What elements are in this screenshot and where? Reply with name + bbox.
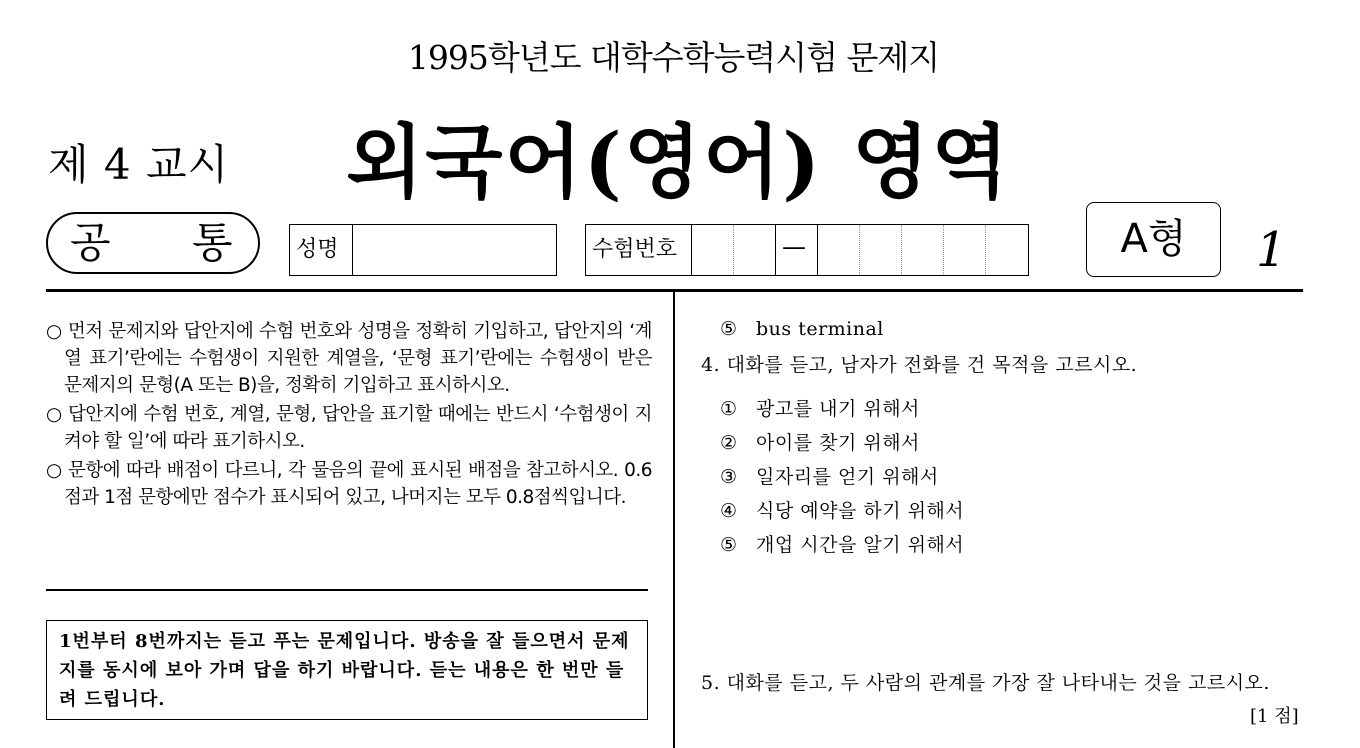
exam-number-digit[interactable] xyxy=(691,225,692,275)
option-number: ⑤ xyxy=(720,318,738,340)
digit-divider xyxy=(985,225,986,275)
option-number: ④ xyxy=(720,500,738,522)
instruction-item: ○ 문항에 따라 배점이 다르니, 각 물음의 끝에 표시된 배점을 참고하시오. 0.6점과 1점 문항에만 점수가 표시되어 있고, 나머지는 모두 0.8점씩입니다. xyxy=(46,460,652,508)
instructions-rule xyxy=(46,589,648,591)
instruction-item: ○ 먼저 문제지와 답안지에 수험 번호와 성명을 정확히 기입하고, 답안지의 ‘계열 표기’란에는 수험생이 지원한 계열을, ‘문형 표기’란에는 수험생이 받은 문제지의 문형(A 또는 B)을, 정확히 기입하고 표시하시오. xyxy=(46,321,652,396)
exam-number-field[interactable] xyxy=(585,224,1029,276)
name-label: 성명 xyxy=(296,237,339,262)
exam-number-digit[interactable] xyxy=(817,225,818,275)
digit-divider xyxy=(859,225,860,275)
digit-divider xyxy=(733,225,734,275)
option-number: ⑤ xyxy=(720,534,738,556)
q4-option-1[interactable] xyxy=(720,392,920,426)
instructions xyxy=(46,318,652,513)
q3-option-5[interactable] xyxy=(720,312,884,346)
q4-option-4[interactable] xyxy=(720,494,964,528)
option-text: 일자리를 얻기 위해서 xyxy=(756,466,939,488)
q4-option-2[interactable] xyxy=(720,426,920,460)
subject-title: 외국어(영어) 영역 xyxy=(346,115,1011,209)
question-5-points: [1 점] xyxy=(1250,706,1299,727)
page-number: 1 xyxy=(1256,222,1287,278)
instruction-item: ○ 답안지에 수험 번호, 계열, 문형, 답안을 표기할 때에는 반드시 ‘수험생이 지켜야 할 일’에 따라 표기하시오. xyxy=(46,404,652,452)
name-field[interactable] xyxy=(289,224,557,276)
common-char-2: 통 xyxy=(192,218,233,267)
common-badge xyxy=(46,212,260,274)
number-dash: — xyxy=(782,233,806,261)
common-char-1: 공 xyxy=(70,218,111,267)
listening-notice: 1번부터 8번까지는 듣고 푸는 문제입니다. 방송을 잘 들으면서 문제지를 동시에 보아 가며 답을 하기 바랍니다. 듣는 내용은 한 번만 들려 드립니다. xyxy=(46,620,648,720)
option-text: 광고를 내기 위해서 xyxy=(756,398,920,420)
column-divider xyxy=(673,292,675,748)
digit-divider xyxy=(901,225,902,275)
exam-period: 제 4 교시 xyxy=(48,140,230,189)
name-input-area[interactable] xyxy=(352,225,353,275)
question-4-prompt: 4. 대화를 듣고, 남자가 전화를 건 목적을 고르시오. xyxy=(701,354,1138,376)
form-type-badge: A형 xyxy=(1086,202,1221,277)
option-text: 식당 예약을 하기 위해서 xyxy=(756,500,965,522)
option-text: 개업 시간을 알기 위해서 xyxy=(756,534,965,556)
exam-title: 1995학년도 대학수학능력시험 문제지 xyxy=(407,38,940,77)
option-number: ③ xyxy=(720,466,738,488)
question-5-prompt: 5. 대화를 듣고, 두 사람의 관계를 가장 잘 나타내는 것을 고르시오. xyxy=(701,672,1270,694)
option-text: 아이를 찾기 위해서 xyxy=(756,432,920,454)
option-number: ① xyxy=(720,398,738,420)
option-text: bus terminal xyxy=(756,318,884,340)
option-number: ② xyxy=(720,432,738,454)
digit-divider xyxy=(943,225,944,275)
exam-number-label: 수험번호 xyxy=(592,237,678,262)
exam-number-digit[interactable] xyxy=(775,225,776,275)
q4-option-3[interactable] xyxy=(720,460,939,494)
q4-option-5[interactable] xyxy=(720,528,964,562)
